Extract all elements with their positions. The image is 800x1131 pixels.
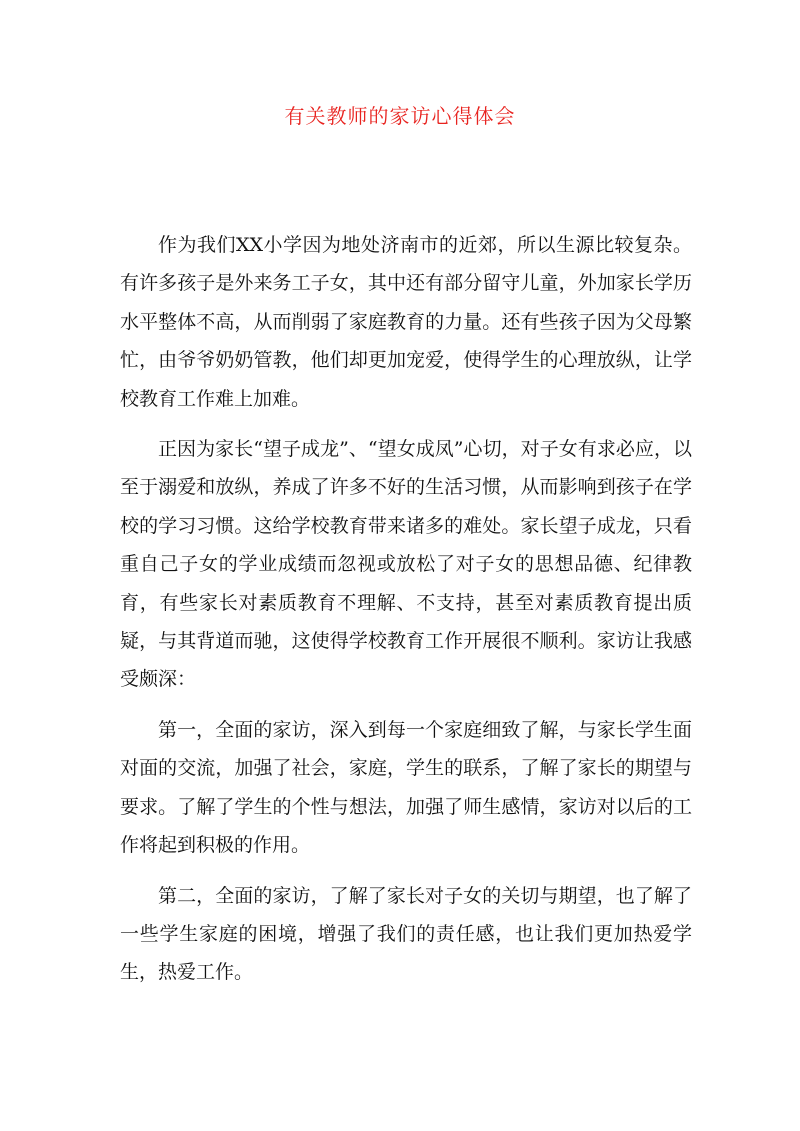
paragraph-3: 第一，全面的家访，深入到每一个家庭细致了解，与家长学生面对面的交流，加强了社会，家庭，学生的联系，了解了家长的期望与要求。了解了学生的个性与想法，加强了师生感情，家访对以后的工作将起到积极的作用。 xyxy=(120,718,692,857)
paragraph-2: 正因为家长“望子成龙”、“望女成凤”心切，对子女有求必应，以至于溺爱和放纵，养成了许多不好的生活习惯，从而影响到孩子在学校的学习习惯。这给学校教育带来诸多的难处。家长望子成龙，只看重自己子女的学业成绩而忽视或放松了对子女的思想品德、纪律教育，有些家长对素质教育不理解、不支持，甚至对素质教育提出质疑，与其背道而驰，这使得学校教育工作开展很不顺利。家访让我感受颇深： xyxy=(120,438,692,691)
document-title: 有关教师的家访心得体会 xyxy=(284,104,516,128)
document-body xyxy=(120,226,692,1004)
paragraph-1: 作为我们XX小学因为地处济南市的近郊，所以生源比较复杂。有许多孩子是外来务工子女，其中还有部分留守儿童，外加家长学历水平整体不高，从而削弱了家庭教育的力量。还有些孩子因为父母繁忙，由爷爷奶奶管教，他们却更加宠爱，使得学生的心理放纵，让学校教育工作难上加难。 xyxy=(120,234,692,410)
paragraph-4: 第二，全面的家访，了解了家长对子女的关切与期望，也了解了一些学生家庭的困境，增强了我们的责任感，也让我们更加热爱学生，热爱工作。 xyxy=(120,884,692,984)
